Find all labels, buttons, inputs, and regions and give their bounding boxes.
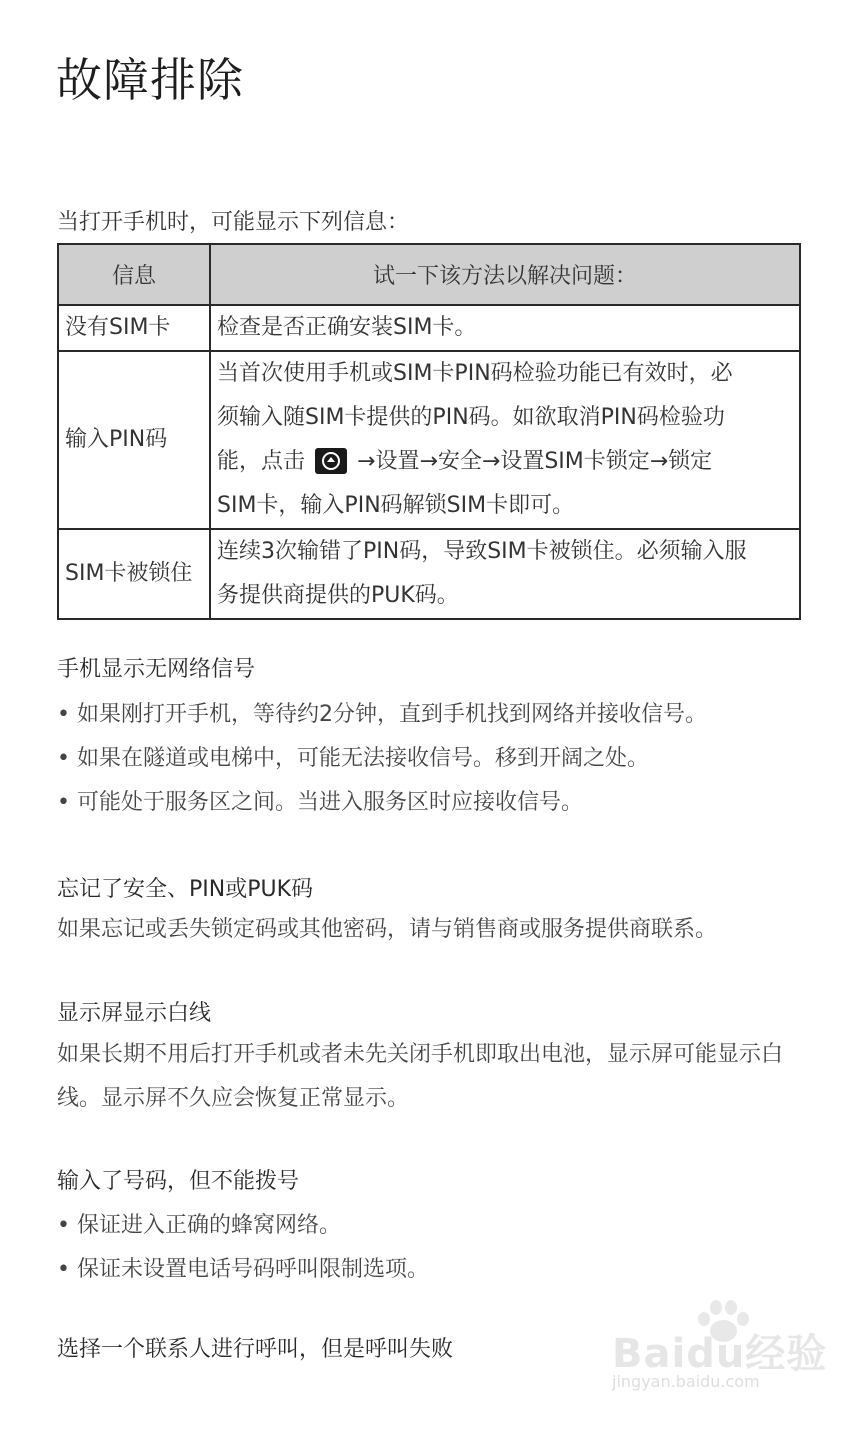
- solution-line: 能，点击 →设置→安全→设置SIM卡锁定→锁定: [217, 449, 713, 474]
- heading-no-network: 手机显示无网络信号: [57, 657, 256, 682]
- intro-text: 当打开手机时，可能显示下列信息：: [57, 210, 410, 235]
- solution-line: 须输入随SIM卡提供的PIN码。如欲取消PIN码检验功: [217, 405, 725, 430]
- solution-line: 连续3次输错了PIN码，导致SIM卡被锁住。必须输入服: [217, 539, 747, 564]
- heading-white-lines: 显示屏显示白线: [57, 1001, 212, 1026]
- heading-contact-call-fail: 选择一个联系人进行呼叫，但是呼叫失败: [57, 1337, 454, 1362]
- list-item: • 如果在隧道或电梯中，可能无法接收信号。移到开阔之处。: [57, 746, 650, 771]
- heading-cannot-dial: 输入了号码，但不能拨号: [57, 1169, 300, 1194]
- row-solution: [210, 351, 800, 529]
- row-solution: 检查是否正确安装SIM卡。: [210, 305, 800, 351]
- table-row: [58, 529, 800, 619]
- paragraph-forgot-code: 如果忘记或丢失锁定码或其他密码，请与销售商或服务提供商联系。: [57, 917, 718, 942]
- solution-line: 务提供商提供的PUK码。: [217, 583, 459, 608]
- row-solution: [210, 529, 800, 619]
- table-row: [58, 351, 800, 529]
- table-header-row: [58, 244, 800, 305]
- page-title: 故障排除: [56, 53, 244, 107]
- solution-line: 当首次使用手机或SIM卡PIN码检验功能已有效时，必: [217, 361, 733, 386]
- paragraph-white-lines: 如果长期不用后打开手机或者未先关闭手机即取出电池，显示屏可能显示白线。显示屏不久应会恢复正常显示。: [57, 1042, 784, 1111]
- row-message: SIM卡被锁住: [58, 529, 210, 619]
- table-row: [58, 305, 800, 351]
- heading-forgot-code: 忘记了安全、PIN或PUK码: [57, 877, 314, 902]
- solution-line: SIM卡，输入PIN码解锁SIM卡即可。: [217, 493, 575, 518]
- header-solution: 试一下该方法以解决问题：: [210, 244, 800, 305]
- row-message: 输入PIN码: [58, 351, 210, 529]
- list-item: • 可能处于服务区之间。当进入服务区时应接收信号。: [57, 790, 584, 815]
- list-item: • 保证进入正确的蜂窝网络。: [57, 1213, 342, 1238]
- watermark: [612, 1300, 828, 1400]
- menu-key-icon: [315, 448, 347, 474]
- watermark-brand: Baidu经验: [612, 1331, 828, 1377]
- list-item: • 保证未设置电话号码呼叫限制选项。: [57, 1257, 430, 1282]
- watermark-url: jingyan.baidu.com: [612, 1372, 760, 1391]
- message-table: [57, 243, 801, 620]
- row-message: 没有SIM卡: [58, 305, 210, 351]
- list-item: • 如果刚打开手机，等待约2分钟，直到手机找到网络并接收信号。: [57, 702, 707, 727]
- header-message: 信息: [58, 244, 210, 305]
